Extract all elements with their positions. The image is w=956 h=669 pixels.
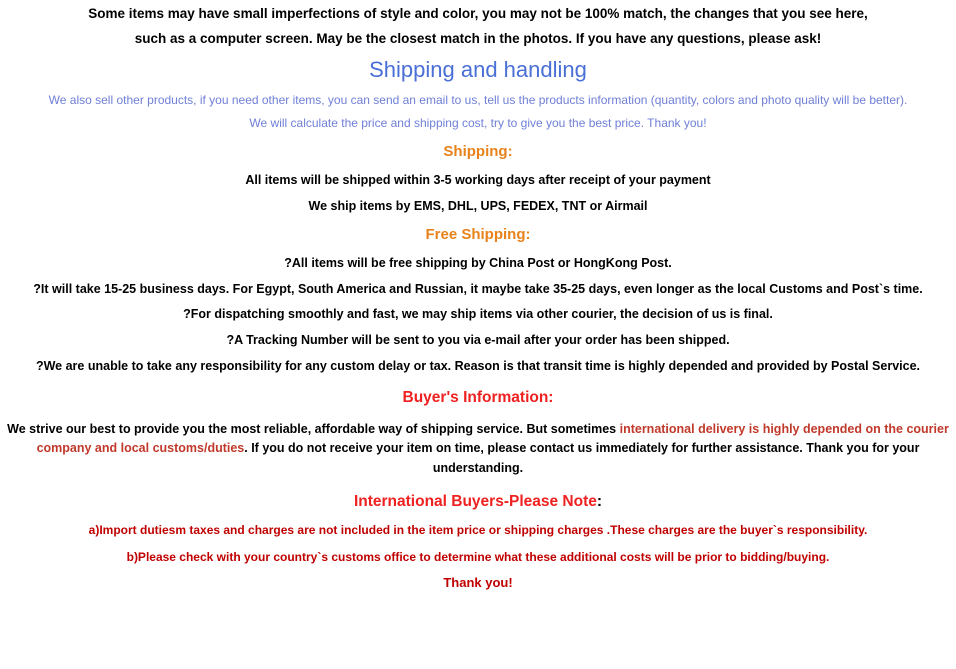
disclaimer-block [0,6,956,47]
shipping-policy-page [0,6,956,669]
free-shipping-line-5: ?We are unable to take any responsibility for any custom delay or tax. Reason is that transit time is highly depended and provided by Postal Service. [35,358,921,373]
shipping-line-1: All items will be shipped within 3-5 working days after receipt of your payment [245,172,711,187]
buyers-information-text [0,420,956,478]
shipping-handling-intro-line-2: We will calculate the price and shipping cost, try to give you the best price. Thank you! [249,115,707,130]
buyers-info-part-1: We strive our best to provide you the most reliable, affordable way of shipping service. But sometimes [7,422,620,437]
thank-you-line: Thank you! [443,574,513,590]
free-shipping-line-1: ?All items will be free shipping by China Post or HongKong Post. [284,255,672,270]
international-buyers-heading-colon: : [596,493,603,511]
international-buyers-heading-text: International Buyers-Please Note [353,493,597,511]
buyers-info-highlight: international delivery is highly depended on the courier company and local customs/duties [36,422,949,456]
buyers-info-part-2: . If you do not receive your item on time, please contact us immediately for further assistance. Thank you for your understanding. [244,441,920,475]
shipping-heading: Shipping: [443,143,513,161]
international-buyers-heading [0,493,956,511]
free-shipping-line-3: ?For dispatching smoothly and fast, we may ship items via other courier, the decision of us is final. [183,307,773,322]
international-buyers-line-a: a)Import dutiesm taxes and charges are not included in the item price or shipping charges .These charges are the buyer`s responsibility. [88,523,868,538]
shipping-line-2: We ship items by EMS, DHL, UPS, FEDEX, TNT or Airmail [308,198,648,213]
free-shipping-line-2: ?It will take 15-25 business days. For Egypt, South America and Russian, it maybe take 35-25 days, even longer as the local Customs and Post`s time. [33,281,923,296]
free-shipping-heading: Free Shipping: [425,226,531,244]
free-shipping-line-4: ?A Tracking Number will be sent to you via e-mail after your order has been shipped. [226,333,730,348]
buyers-information-heading: Buyer's Information: [402,388,554,406]
shipping-handling-intro-line-1: We also sell other products, if you need other items, you can send an email to us, tell us the products information (quantity, colors and photo quality will be better). [48,92,908,107]
disclaimer-line-2: such as a computer screen. May be the closest match in the photos. If you have any questions, please ask! [134,30,822,46]
disclaimer-line-1: Some items may have small imperfections of style and color, you may not be 100% match, the changes that you see here, [88,6,868,21]
international-buyers-line-b: b)Please check with your country`s customs office to determine what these additional costs will be prior to bidding/buying. [126,549,830,564]
shipping-and-handling-heading: Shipping and handling [369,56,587,82]
